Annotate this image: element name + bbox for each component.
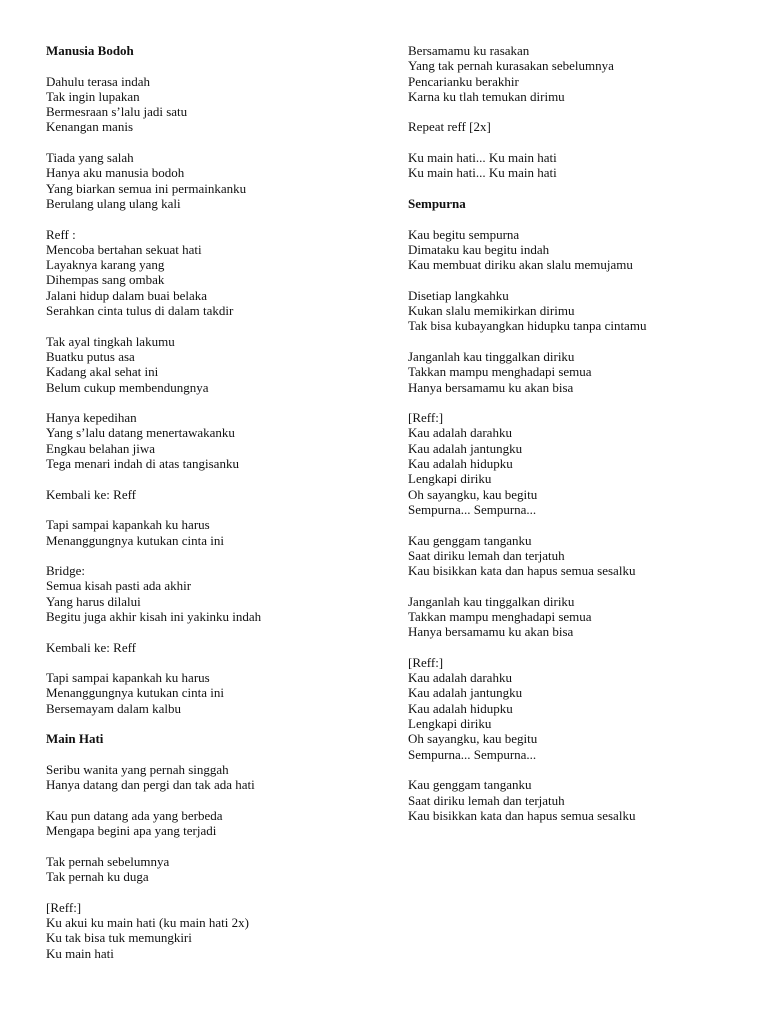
lyric-line: Oh sayangku, kau begitu: [408, 486, 538, 502]
lyric-line: Janganlah kau tinggalkan diriku: [408, 593, 575, 609]
lyric-line: Oh sayangku, kau begitu: [408, 731, 538, 747]
lyric-line: Mengapa begini apa yang terjadi: [46, 823, 217, 839]
lyric-line: Takkan mampu menghadapi semua: [408, 608, 592, 624]
lyric-line: Begitu juga akhir kisah ini yakinku indah: [46, 608, 262, 624]
lyrics-column-left: [46, 43, 396, 961]
lyric-line: Kau adalah hidupku: [408, 700, 513, 716]
lyric-line: Ku main hati: [46, 945, 114, 961]
lyric-line: Yang s’lalu datang menertawakanku: [46, 425, 235, 441]
lyric-line: Semua kisah pasti ada akhir: [46, 578, 192, 594]
lyric-line: Ku main hati... Ku main hati: [408, 165, 557, 181]
blank-line: [46, 716, 396, 731]
song-title: Sempurna: [408, 195, 466, 211]
lyric-line: Hanya datang dan pergi dan tak ada hati: [46, 777, 255, 793]
lyric-line: Kukan slalu memikirkan dirimu: [408, 303, 575, 319]
lyric-line: Lengkapi diriku: [408, 716, 492, 732]
lyric-line: Disetiap langkahku: [408, 287, 509, 303]
lyric-line: Kau adalah hidupku: [408, 456, 513, 472]
lyric-line: Kau genggam tanganku: [408, 777, 532, 793]
blank-line: [408, 135, 758, 150]
lyric-line: Ku main hati... Ku main hati: [408, 150, 557, 166]
lyric-line: Layaknya karang yang: [46, 257, 165, 273]
blank-line: [408, 640, 758, 655]
blank-line: [46, 548, 396, 563]
lyric-line: Yang harus dilalui: [46, 593, 141, 609]
blank-line: [46, 471, 396, 486]
blank-line: [46, 211, 396, 226]
lyric-line: Kenangan manis: [46, 119, 134, 135]
lyric-line: Sempurna... Sempurna...: [408, 501, 537, 517]
lyric-line: Kadang akal sehat ini: [46, 364, 159, 380]
lyric-line: Tapi sampai kapankah ku harus: [46, 517, 210, 533]
lyric-line: Berulang ulang ulang kali: [46, 195, 181, 211]
lyric-line: Reff :: [46, 226, 76, 242]
lyric-line: Ku akui ku main hati (ku main hati 2x): [46, 914, 249, 930]
blank-line: [408, 517, 758, 532]
blank-line: [408, 211, 758, 226]
lyric-line: Kau adalah darahku: [408, 425, 512, 441]
blank-line: [46, 58, 396, 73]
lyric-line: [Reff:]: [408, 654, 444, 670]
lyric-line: Takkan mampu menghadapi semua: [408, 364, 592, 380]
lyric-line: Lengkapi diriku: [408, 471, 492, 487]
lyric-line: Kembali ke: Reff: [46, 486, 137, 502]
lyric-line: Serahkan cinta tulus di dalam takdir: [46, 303, 234, 319]
song-title: Manusia Bodoh: [46, 43, 134, 58]
lyric-line: Yang tak pernah kurasakan sebelumnya: [408, 58, 614, 74]
blank-line: [46, 624, 396, 639]
lyric-line: Engkau belahan jiwa: [46, 440, 156, 456]
lyric-line: Hanya aku manusia bodoh: [46, 165, 185, 181]
lyric-line: Jalani hidup dalam buai belaka: [46, 287, 208, 303]
lyrics-column-right: [408, 43, 758, 823]
blank-line: [408, 762, 758, 777]
lyric-line: Hanya bersamamu ku akan bisa: [408, 379, 574, 395]
lyric-line: Dahulu terasa indah: [46, 73, 150, 89]
lyric-line: Kau pun datang ada yang berbeda: [46, 807, 223, 823]
lyric-line: Yang biarkan semua ini permainkanku: [46, 180, 247, 196]
lyric-line: Pencarianku berakhir: [408, 73, 519, 89]
lyric-line: Tega menari indah di atas tangisanku: [46, 456, 239, 472]
lyric-line: Hanya kepedihan: [46, 410, 137, 426]
lyric-line: Sempurna... Sempurna...: [408, 746, 537, 762]
lyric-line: Kau bisikkan kata dan hapus semua sesalku: [408, 807, 636, 823]
blank-line: [408, 181, 758, 196]
lyric-line: Bersemayam dalam kalbu: [46, 700, 182, 716]
lyric-line: [Reff:]: [408, 410, 444, 426]
lyric-line: Tak ingin lupakan: [46, 88, 140, 104]
lyric-line: Ku tak bisa tuk memungkiri: [46, 930, 192, 946]
blank-line: [408, 104, 758, 119]
blank-line: [46, 502, 396, 517]
lyric-line: Janganlah kau tinggalkan diriku: [408, 348, 575, 364]
lyric-line: Repeat reff [2x]: [408, 119, 491, 135]
lyric-line: Kau adalah darahku: [408, 670, 512, 686]
blank-line: [408, 272, 758, 287]
lyric-line: Bermesraan s’lalu jadi satu: [46, 104, 188, 120]
lyric-line: Hanya bersamamu ku akan bisa: [408, 624, 574, 640]
blank-line: [46, 838, 396, 853]
lyric-line: Kembali ke: Reff: [46, 639, 137, 655]
blank-line: [46, 793, 396, 808]
lyric-line: Kau adalah jantungku: [408, 685, 523, 701]
blank-line: [46, 135, 396, 150]
lyric-line: Kau bisikkan kata dan hapus semua sesalku: [408, 563, 636, 579]
lyric-line: Bersamamu ku rasakan: [408, 43, 530, 58]
blank-line: [46, 655, 396, 670]
blank-line: [408, 578, 758, 593]
blank-line: [46, 884, 396, 899]
lyric-line: Menanggungnya kutukan cinta ini: [46, 532, 224, 548]
lyric-line: Dihempas sang ombak: [46, 272, 165, 288]
lyric-line: Tak bisa kubayangkan hidupku tanpa cintamu: [408, 318, 647, 334]
song-title: Main Hati: [46, 731, 104, 747]
blank-line: [46, 395, 396, 410]
lyric-line: Dimataku kau begitu indah: [408, 241, 550, 257]
lyric-line: Tak pernah sebelumnya: [46, 853, 170, 869]
lyric-line: Tapi sampai kapankah ku harus: [46, 670, 210, 686]
lyric-line: Tak ayal tingkah lakumu: [46, 333, 175, 349]
lyric-line: Bridge:: [46, 563, 85, 579]
lyric-line: Mencoba bertahan sekuat hati: [46, 241, 202, 257]
lyric-line: Belum cukup membendungnya: [46, 379, 209, 395]
lyric-line: Tak pernah ku duga: [46, 869, 149, 885]
lyric-line: Kau adalah jantungku: [408, 440, 523, 456]
lyric-line: [Reff:]: [46, 899, 82, 915]
lyric-line: Kau membuat diriku akan slalu memujamu: [408, 257, 633, 273]
lyric-line: Saat diriku lemah dan terjatuh: [408, 547, 565, 563]
lyric-line: Kau genggam tanganku: [408, 532, 532, 548]
blank-line: [408, 334, 758, 349]
lyric-line: Tiada yang salah: [46, 150, 134, 166]
blank-line: [46, 318, 396, 333]
lyric-line: Seribu wanita yang pernah singgah: [46, 761, 229, 777]
lyric-line: Karna ku tlah temukan dirimu: [408, 88, 565, 104]
blank-line: [46, 747, 396, 762]
lyric-line: Menanggungnya kutukan cinta ini: [46, 685, 224, 701]
blank-line: [408, 395, 758, 410]
lyric-line: Kau begitu sempurna: [408, 226, 520, 242]
lyric-line: Buatku putus asa: [46, 348, 135, 364]
lyric-line: Saat diriku lemah dan terjatuh: [408, 792, 565, 808]
